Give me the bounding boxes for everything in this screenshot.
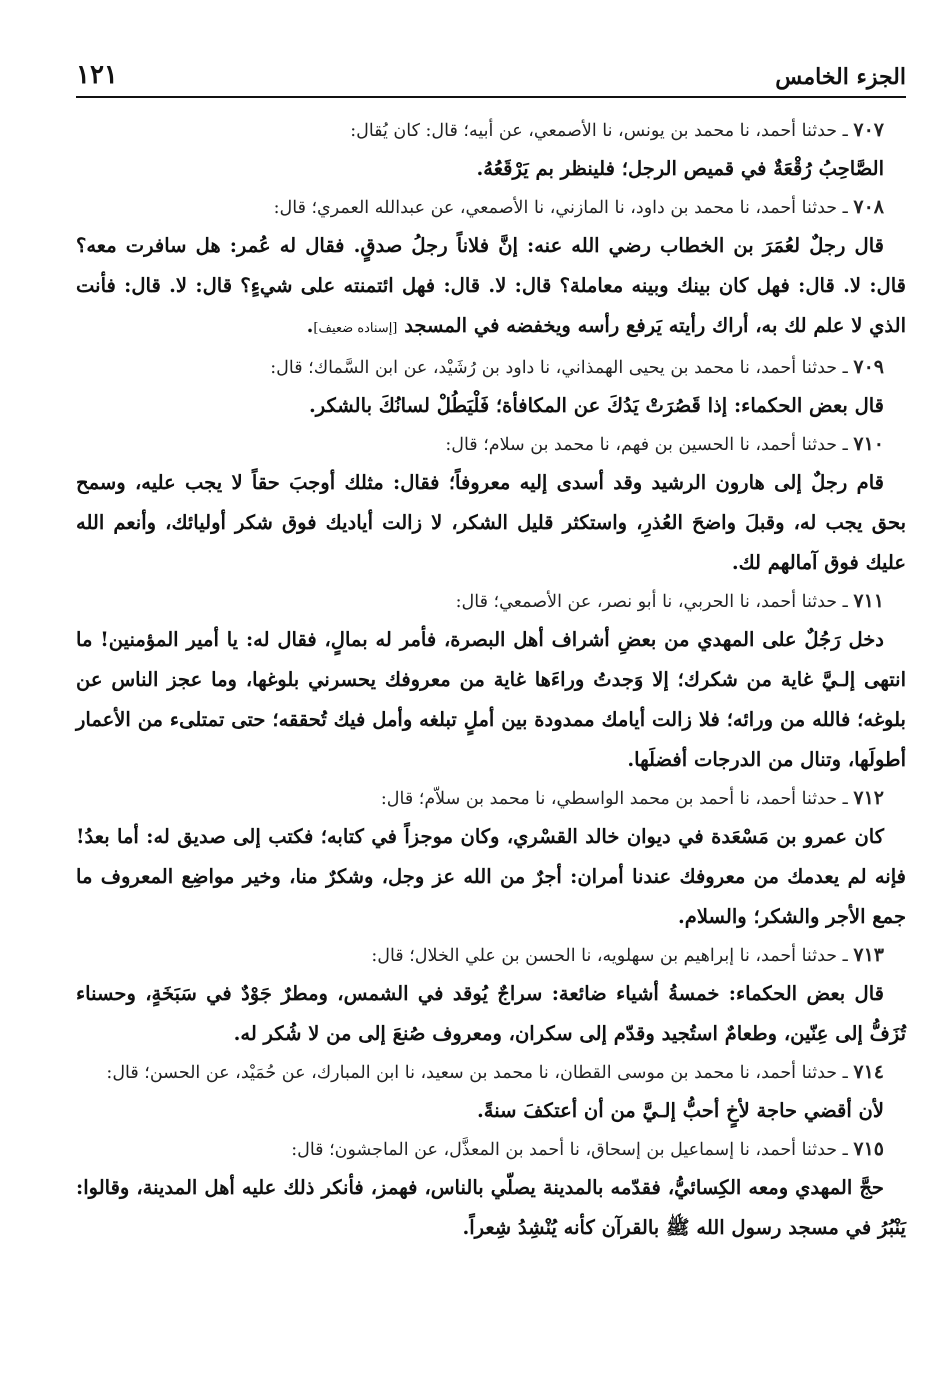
isnad xyxy=(76,1131,906,1168)
isnad xyxy=(76,780,906,817)
isnad-text: ـ حدثنا أحمد، نا محمد بن موسى القطان، نا محمد بن سعيد، نا ابن المبارك، عن حُمَيْد، عن الحسن؛ قال: xyxy=(106,1063,848,1083)
isnad xyxy=(76,112,906,149)
isnad-text: ـ حدثنا أحمد، نا إبراهيم بن سهلويه، نا الحسن بن علي الخلال؛ قال: xyxy=(371,946,848,966)
page-header xyxy=(76,52,906,98)
entry-708 xyxy=(76,189,906,349)
entry-712 xyxy=(76,780,906,937)
matn-text: الصَّاحِبُ رُقْعَةٌ في قميص الرجل؛ فلينظر بم يَرْقَعُهُ. xyxy=(476,157,884,180)
entry-number: ٧١٣ xyxy=(853,944,884,966)
entry-number: ٧١١ xyxy=(853,590,884,612)
isnad-text: ـ حدثنا أحمد، نا أحمد بن محمد الواسطي، نا محمد بن سلاّم؛ قال: xyxy=(380,789,848,809)
isnad xyxy=(76,189,906,226)
full-stop: . xyxy=(306,314,314,337)
matn-text: قال رجلٌ لعُمَرَ بن الخطاب رضي الله عنه: إنَّ فلاناً رجلُ صدقٍ. فقال له عُمر: هل سافرت معه؟ قال: لا. قال: فهل كان بينك وبينه معاملة؟ قال: لا. قال: فهل ائتمنته على شيءٍ؟ قال: لا. قال: فأنت الذي لا علم لك به، أراك رأيته يَرفع رأسه ويخفضه في المسجد xyxy=(76,234,906,337)
page-body xyxy=(76,112,906,1248)
isnad-text: ـ حدثنا أحمد، نا الحربي، نا أبو نصر، عن الأصمعي؛ قال: xyxy=(455,592,848,612)
isnad-text: ـ حدثنا أحمد، نا الحسين بن فهم، نا محمد بن سلام؛ قال: xyxy=(445,435,848,455)
matn-text: كان عمرو بن مَسْعَدة في ديوان خالد القسْري، وكان موجزاً في كتابه؛ فكتب إلى صديق له: أما بعدُ! فإنه لم يعدمك من معروفك عندنا أمران: أجرٌ من الله عز وجل، وشكرٌ منا، وخير مواضِع المعروف ما جمع الأجر والشكر؛ والسلام. xyxy=(76,825,906,928)
isnad xyxy=(76,583,906,620)
entry-number: ٧٠٨ xyxy=(853,196,884,218)
isnad xyxy=(76,426,906,463)
isnad-text: ـ حدثنا أحمد، نا إسماعيل بن إسحاق، نا أحمد بن المعذَّل، عن الماجشون؛ قال: xyxy=(291,1140,848,1160)
isnad-text: ـ حدثنا أحمد، نا محمد بن يحيى الهمذاني، نا داود بن رُشَيْد، عن ابن السَّماك؛ قال: xyxy=(270,358,848,378)
grading-note: [إسناده ضعيف] xyxy=(313,321,398,336)
running-title: الجزء الخامس xyxy=(775,64,906,90)
entry-714 xyxy=(76,1054,906,1131)
matn-text: قال بعض الحكماء: إذا قَصُرَتْ يَدُكَ عن المكافأة؛ فَلْيَطُلْ لسانُكَ بالشكر. xyxy=(308,394,884,417)
isnad xyxy=(76,1054,906,1091)
isnad xyxy=(76,349,906,386)
entry-715 xyxy=(76,1131,906,1248)
isnad-text: ـ حدثنا أحمد، نا محمد بن يونس، نا الأصمعي، عن أبيه؛ قال: كان يُقال: xyxy=(350,121,848,141)
entry-number: ٧١٤ xyxy=(853,1061,884,1083)
isnad xyxy=(76,937,906,974)
matn-text: دخل رَجُلٌ على المهدي من بعضِ أشراف أهل البصرة، فأمر له بمالٍ، فقال له: يا أمير المؤمنين! ما انتهى إلـيَّ غاية من شكرك؛ إلا وَجدتُ وراءَها غاية من معروفك يحسرني بلوغها، وما عجز الناس عن بلوغه؛ فالله من ورائه؛ فلا زالت أيامك ممدودة بين أملٍ تبلغه وأمل فيك تُحققه؛ حتى تمتلىء من الأعمار أطولَها، وتنال من الدرجات أفضلَها. xyxy=(76,628,906,771)
matn-text: لأن أقضي حاجة لأخٍ أحبُّ إلـيَّ من أن أعتكفَ سنةً. xyxy=(477,1099,884,1122)
matn-text: قال بعض الحكماء: خمسةُ أشياء ضائعة: سراجٌ يُوقد في الشمس، ومطرٌ جَوْدٌ في سَبَخَةٍ، وحسناء تُزَفُّ إلى عِنّين، وطعامٌ استُجيد وقدّم إلى سكران، ومعروف صُنعَ إلى من لا شُكر له. xyxy=(76,982,906,1045)
entry-number: ٧٠٩ xyxy=(853,356,884,378)
entry-number: ٧١٢ xyxy=(853,787,884,809)
matn xyxy=(76,226,906,349)
entry-number: ٧٠٧ xyxy=(853,119,884,141)
page-number: ١٢١ xyxy=(76,60,118,90)
matn-text: قام رجلٌ إلى هارون الرشيد وقد أسدى إليه معروفاً؛ فقال: مثلك أوجبَ حقاً لا يجب عليه، وسمح بحق يجب له، وقبلَ واضحَ العُذرِ، واستكثر قليل الشكر، لا زالت أياديك فوق شكر أوليائك، وأنعم الله عليك فوق آمالهم لك. xyxy=(76,471,906,574)
entry-number: ٧١٠ xyxy=(853,433,884,455)
entry-711 xyxy=(76,583,906,780)
isnad-text: ـ حدثنا أحمد، نا محمد بن داود، نا المازني، نا الأصمعي، عن عبدالله العمري؛ قال: xyxy=(273,198,848,218)
entry-707 xyxy=(76,112,906,189)
entry-709 xyxy=(76,349,906,426)
entry-713 xyxy=(76,937,906,1054)
entry-710 xyxy=(76,426,906,583)
matn-text: حجَّ المهدي ومعه الكِسائيُّ، فقدّمه بالمدينة يصلّي بالناس، فهمز، فأنكر ذلك عليه أهل المدينة، وقالوا: يَنْبُرُ في مسجد رسول الله ﷺ بالقرآن كأنه يُنْشِدُ شِعراً. xyxy=(76,1176,906,1239)
entry-number: ٧١٥ xyxy=(853,1138,884,1160)
